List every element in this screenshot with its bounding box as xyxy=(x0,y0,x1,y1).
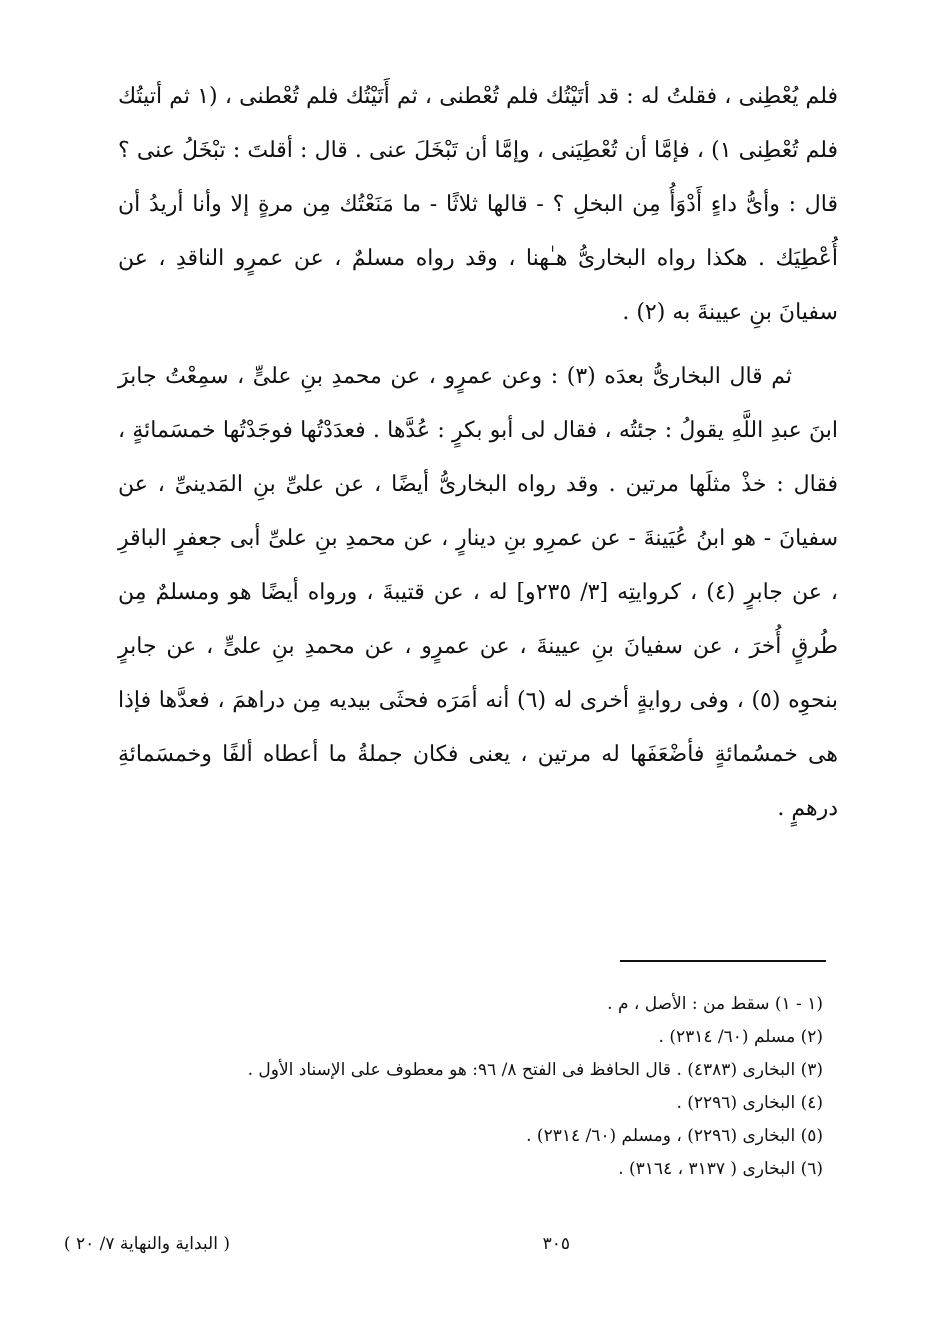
paragraph-1: فلم يُعْطِنى ، فقلتُ له : قد أتَيْتُك فلم تُعْطنى ، ثم أَتَيْتُك فلم تُعْطنى ، (١ ثم أتيتُك فلم تُعْطِنى ١) ، فإمَّا أن تُعْطِيَنى ، وإمَّا أن تَبْخَلَ عنى . قال : أقلتَ : تبْخَلُ عنى ؟ قال : وأىُّ داءٍ أَدْوَأُ مِن البخلِ ؟ - قالها ثلاثًا - ما مَنَعْتُك مِن مرةٍ إلا وأنا أريدُ أن أُعْطِيَك . هكذا رواه البخارىُّ هـٰهنا ، وقد رواه مسلمٌ ، عن عمرٍو الناقدِ ، عن سفيانَ بنِ عيينةَ به (٢) . xyxy=(118,84,839,325)
footnote-separator xyxy=(620,960,826,962)
footnote-6: (٦) البخارى ( ٣١٣٧ ، ٣١٦٤) . xyxy=(618,1159,823,1179)
footnote-2: (٢) مسلم (٦٠/ ٢٣١٤) . xyxy=(658,1027,823,1047)
paragraph-2: ثم قال البخارىُّ بعدَه (٣) : وعن عمرٍو ، عن محمدِ بنِ علىٍّ ، سمِعْتُ جابرَ ابنَ عبدِ اللَّهِ يقولُ : جئتُه ، فقال لى أبو بكرٍ : عُدَّها . فعدَدْتُها فوجَدْتُها خمسَمائةٍ ، فقال : خذْ مثلَها مرتين . وقد رواه البخارىُّ أيضًا ، عن علىِّ بنِ المَدينىِّ ، عن سفيانَ - هو ابنُ عُيَينةَ - عن عمرِو بنِ دينارٍ ، عن محمدِ بنِ علىِّ أبى جعفرٍ الباقرِ ، عن جابرٍ (٤) ، كروايتِه [٣/ ٢٣٥و] له ، عن قتيبةَ ، ورواه أيضًا هو ومسلمٌ مِن طُرقٍ أُخرَ ، عن سفيانَ بنِ عيينةَ ، عن عمرٍو ، عن محمدِ بنِ علىٍّ ، عن جابرٍ بنحوِه (٥) ، وفى روايةٍ أخرى له (٦) أنه أمَرَه فحثَى بيديه مِن دراهمَ ، فعدَّها فإذا هى خمسُمائةٍ فأضْعَفَها له مرتين ، يعنى فكان جملةُ ما أعطاه ألفًا وخمسَمائةِ درهمٍ . xyxy=(118,364,838,821)
footnote-5: (٥) البخارى (٢٢٩٦) ، ومسلم (٦٠/ ٢٣١٤) . xyxy=(526,1126,823,1146)
footnote-4: (٤) البخارى (٢٢٩٦) . xyxy=(676,1093,823,1113)
footnotes xyxy=(103,988,823,1186)
page-number: ٣٠٥ xyxy=(542,1234,570,1254)
footnote-1: (١ - ١) سقط من : الأصل ، م . xyxy=(607,994,823,1014)
book-reference: ( البداية والنهاية ٧/ ٢٠ ) xyxy=(63,1234,230,1254)
footnote-3: (٣) البخارى (٤٣٨٣) . قال الحافظ فى الفتح ٨/ ٩٦: هو معطوف على الإسناد الأول . xyxy=(247,1060,823,1080)
